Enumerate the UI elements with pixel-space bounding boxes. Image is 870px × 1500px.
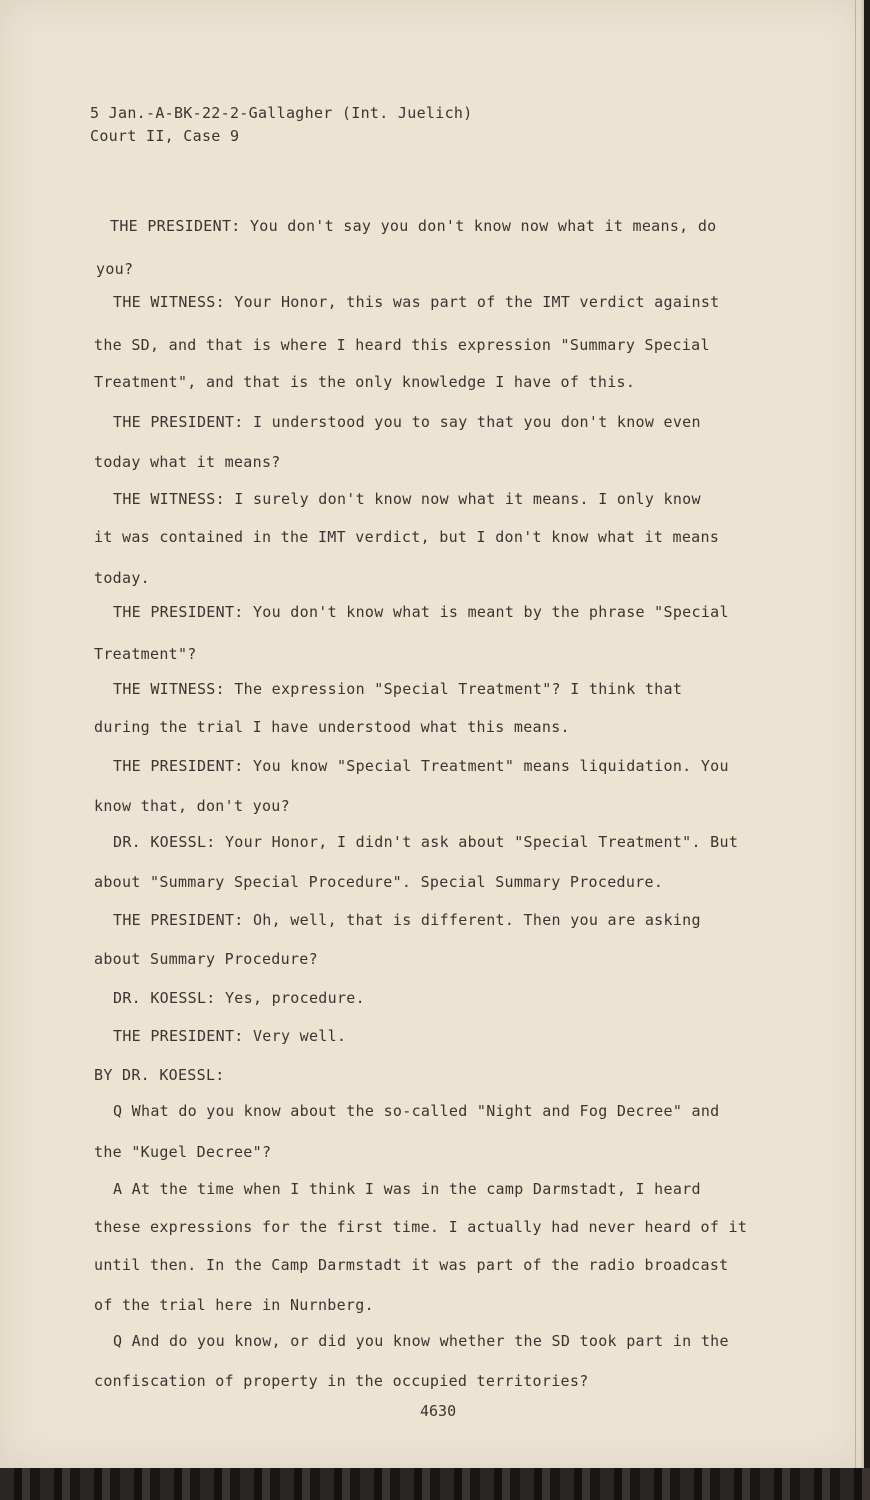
body-line: DR. KOESSL: Yes, procedure. (113, 989, 365, 1007)
body-line: Treatment", and that is the only knowledge I have of this. (94, 373, 636, 391)
body-line: THE WITNESS: The expression "Special Treatment"? I think that (113, 680, 683, 698)
page-number: 4630 (420, 1402, 457, 1420)
body-line: DR. KOESSL: Your Honor, I didn't ask about "Special Treatment". But (113, 833, 739, 851)
body-line: the "Kugel Decree"? (94, 1143, 272, 1161)
body-line: THE WITNESS: Your Honor, this was part of the IMT verdict against (113, 293, 720, 311)
body-line: know that, don't you? (94, 797, 290, 815)
body-line: THE PRESIDENT: You know "Special Treatment" means liquidation. You (113, 757, 729, 775)
body-line: about "Summary Special Procedure". Special Summary Procedure. (94, 873, 664, 891)
body-line: of the trial here in Nurnberg. (94, 1296, 374, 1314)
body-line: the SD, and that is where I heard this expression "Summary Special (94, 336, 710, 354)
header-line-2: Court II, Case 9 (90, 127, 240, 145)
body-line: Q What do you know about the so-called "Night and Fog Decree" and (113, 1102, 720, 1120)
body-line: you? (96, 260, 134, 278)
body-line: today. (94, 569, 150, 587)
body-line: THE PRESIDENT: You don't know what is meant by the phrase "Special (113, 603, 729, 621)
body-line: THE PRESIDENT: I understood you to say that you don't know even (113, 413, 701, 431)
body-line: until then. In the Camp Darmstadt it was part of the radio broadcast (94, 1256, 729, 1274)
body-line: BY DR. KOESSL: (94, 1066, 225, 1084)
header-line-1: 5 Jan.-A-BK-22-2-Gallagher (Int. Juelich) (90, 104, 473, 122)
body-line: during the trial I have understood what this means. (94, 718, 570, 736)
page-edge-line (855, 0, 856, 1468)
body-line: Q And do you know, or did you know whether the SD took part in the (113, 1332, 729, 1350)
body-line: THE WITNESS: I surely don't know now what it means. I only know (113, 490, 701, 508)
body-line: these expressions for the first time. I actually had never heard of it (94, 1218, 748, 1236)
body-line: A At the time when I think I was in the camp Darmstadt, I heard (113, 1180, 701, 1198)
body-line: confiscation of property in the occupied territories? (94, 1372, 589, 1390)
body-line: about Summary Procedure? (94, 950, 318, 968)
body-line: THE PRESIDENT: You don't say you don't know now what it means, do (110, 217, 717, 235)
body-line: it was contained in the IMT verdict, but I don't know what it means (94, 528, 720, 546)
scan-border (0, 1468, 870, 1500)
body-line: today what it means? (94, 453, 281, 471)
body-line: Treatment"? (94, 645, 197, 663)
body-line: THE PRESIDENT: Very well. (113, 1027, 347, 1045)
body-line: THE PRESIDENT: Oh, well, that is different. Then you are asking (113, 911, 701, 929)
